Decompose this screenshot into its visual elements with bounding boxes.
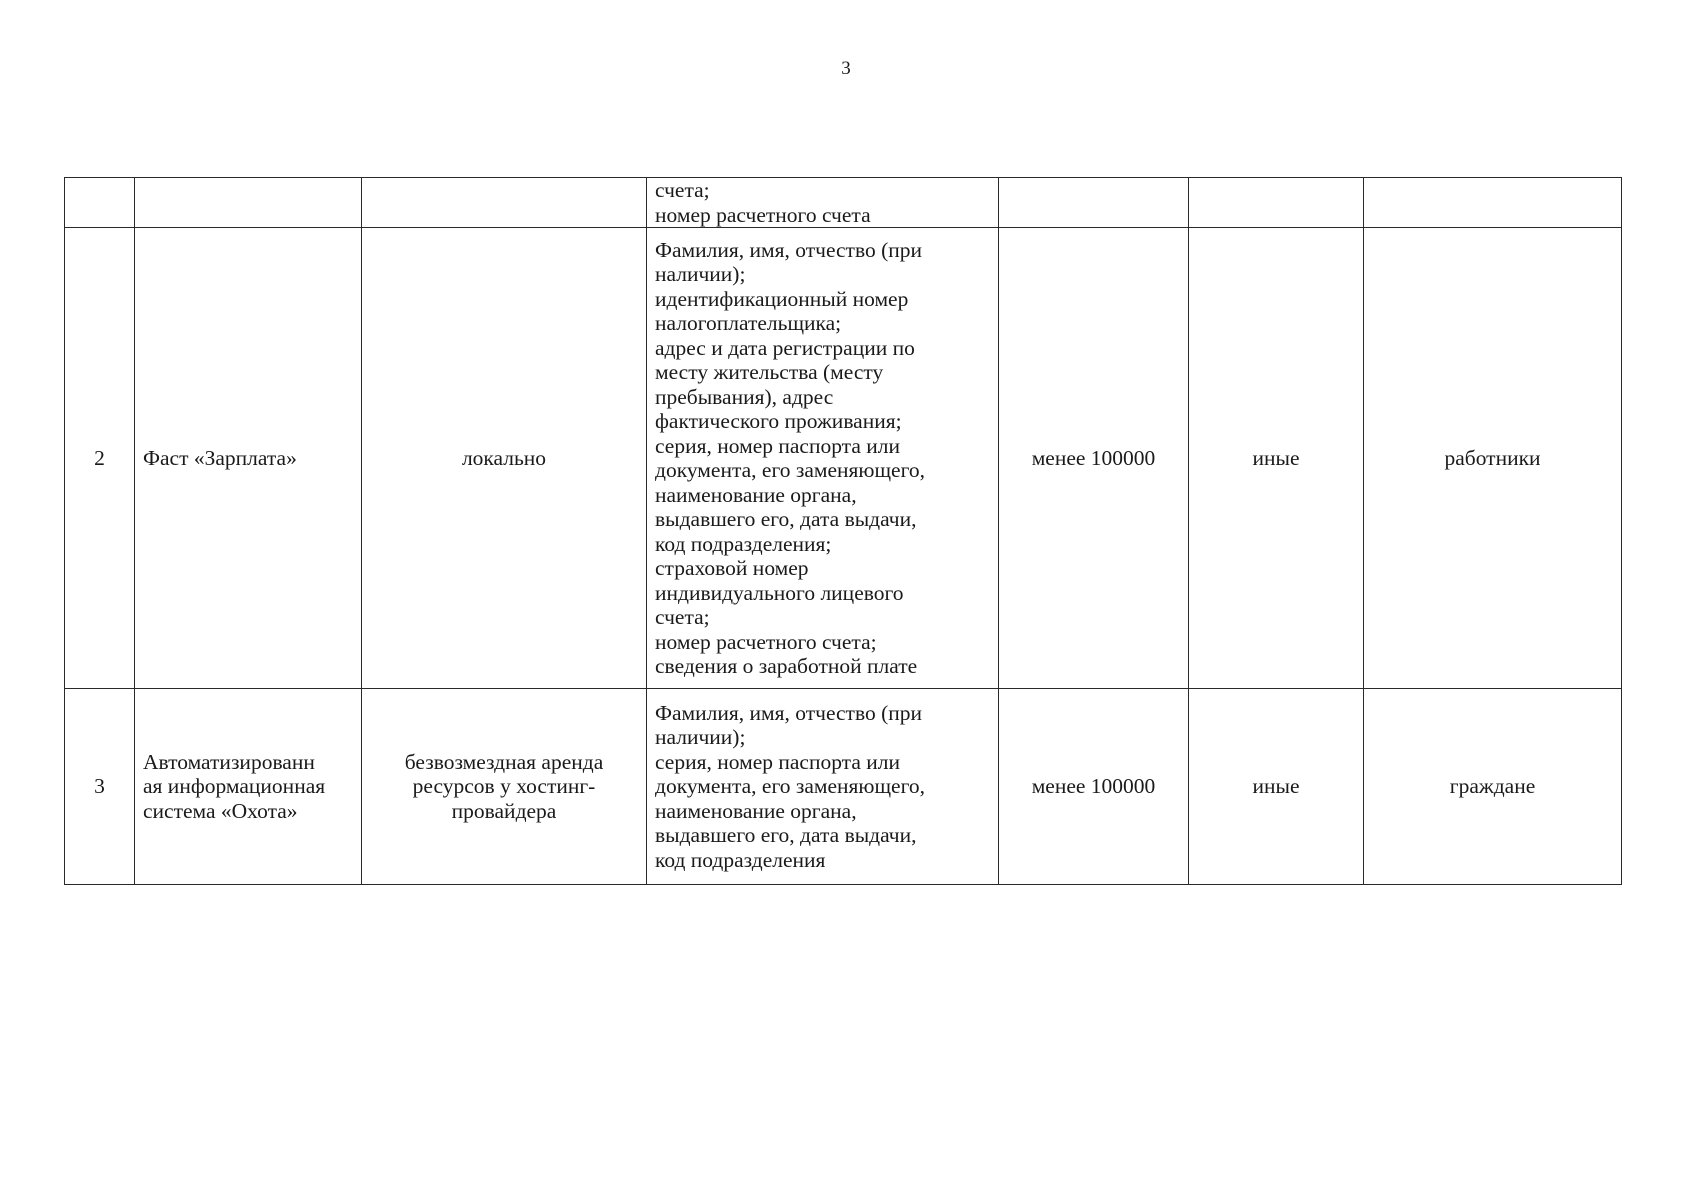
table-row: [65, 689, 1622, 885]
data-line: серия, номер паспорта или: [655, 433, 900, 458]
location-line: провайдера: [451, 798, 557, 823]
data-line: выдавшего его, дата выдачи,: [655, 507, 917, 531]
table-row: [65, 228, 1622, 689]
data-line: сведения о заработной плате: [655, 654, 918, 678]
personal-data-systems-table: [64, 177, 1622, 885]
cell-location: [362, 178, 647, 228]
cell-category: иные: [1189, 228, 1364, 689]
cell-number: 3: [65, 689, 135, 885]
data-line: фактического проживания;: [655, 409, 902, 433]
cell-subjects: [1364, 178, 1622, 228]
cell-subjects: работники: [1364, 228, 1622, 689]
data-line: серия, номер паспорта или: [655, 749, 900, 774]
cell-category: иные: [1189, 689, 1364, 885]
cell-data-composition: [647, 178, 999, 228]
data-line: документа, его заменяющего,: [655, 774, 925, 799]
name-line: Автоматизированн: [143, 749, 315, 774]
name-line: ая информационная: [143, 774, 326, 799]
cell-number: 2: [65, 228, 135, 689]
cell-number: [65, 178, 135, 228]
name-line: Фаст «Зарплата»: [143, 445, 297, 470]
data-line: выдавшего его, дата выдачи,: [655, 823, 917, 848]
data-line: наименование органа,: [655, 482, 857, 507]
data-line: счета;: [655, 605, 710, 629]
cell-data-composition: [647, 689, 999, 885]
cell-category: [1189, 178, 1364, 228]
cell-system-name: [135, 178, 362, 228]
cell-subjects: граждане: [1364, 689, 1622, 885]
location-line: ресурсов у хостинг-: [412, 774, 596, 799]
cell-volume: [999, 178, 1189, 228]
data-line: наличии);: [655, 262, 746, 286]
data-line: код подразделения;: [655, 531, 832, 556]
data-line: Фамилия, имя, отчество (при: [655, 700, 923, 725]
cell-volume: менее 100000: [999, 689, 1189, 885]
cell-location: [362, 228, 647, 689]
data-line: Фамилия, имя, отчество (при: [655, 237, 923, 262]
data-line: номер расчетного счета;: [655, 629, 877, 654]
cell-volume: менее 100000: [999, 228, 1189, 689]
cell-location: [362, 689, 647, 885]
data-line: код подразделения: [655, 847, 826, 872]
location-line: локально: [461, 445, 547, 470]
data-line: счета;: [655, 178, 710, 202]
table-row-continuation: [65, 178, 1622, 228]
data-line: индивидуального лицевого: [655, 580, 904, 605]
cell-system-name: [135, 228, 362, 689]
data-line: номер расчетного счета: [655, 202, 871, 227]
location-line: безвозмездная аренда: [404, 749, 604, 774]
cell-system-name: [135, 689, 362, 885]
data-line: идентификационный номер: [655, 286, 909, 311]
data-line: документа, его заменяющего,: [655, 458, 925, 482]
data-line: страховой номер: [655, 556, 809, 580]
data-line: адрес и дата регистрации по: [655, 335, 915, 360]
data-line: наименование органа,: [655, 798, 857, 823]
cell-data-composition: [647, 228, 999, 689]
data-line: пребывания), адрес: [655, 384, 834, 409]
page-number: 3: [841, 58, 851, 79]
name-line: система «Охота»: [143, 798, 298, 823]
data-line: месту жительства (месту: [655, 360, 884, 384]
data-line: наличии);: [655, 725, 746, 750]
data-line: налогоплательщика;: [655, 311, 842, 335]
